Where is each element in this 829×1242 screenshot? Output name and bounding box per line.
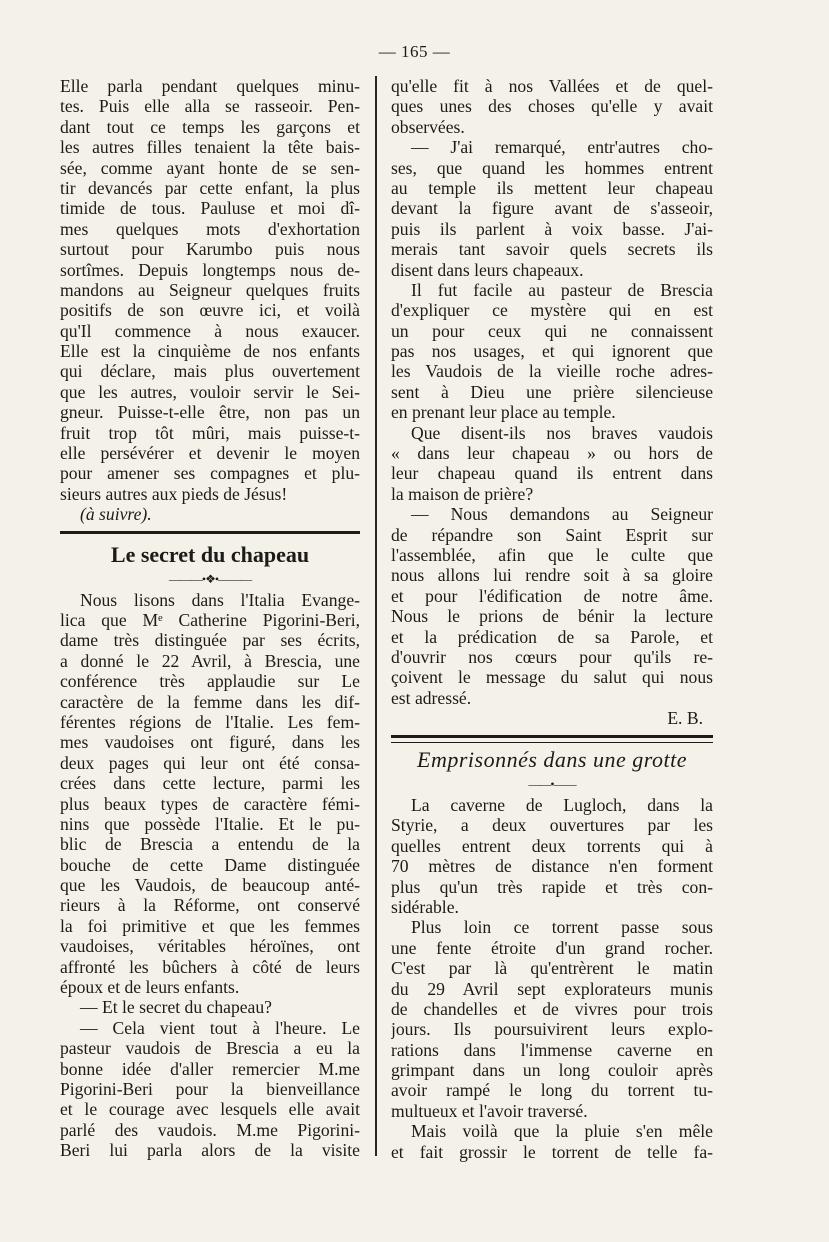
text-line: positifs de son œuvre ici, et voilà [60,300,360,321]
text-line: rations dans l'immense caverne en [391,1039,713,1060]
ornament: ———•❖•——— [168,571,252,586]
paragraph [391,423,713,505]
text-line: jours. Ils poursuivirent leurs explo- [391,1019,713,1040]
text-line: timide de tous. Pauluse et moi dî- [60,198,360,219]
text-line: affronté les bûchers à côté de leurs [60,956,360,977]
text-line: en prenant leur place au temple. [391,402,616,423]
text-line: Styrie, a deux ouvertures par les [391,815,713,836]
text-line: devant la figure avant de s'asseoir, [391,198,713,219]
text-line: que les Vaudois, de beaucoup anté- [60,875,360,896]
text-line: multueux et l'avoir traversé. [391,1100,588,1121]
text-line: deux pages qui leur ont été consa- [60,752,360,773]
text-line: caractère de la femme dans les dif- [60,691,360,712]
text-line: Plus loin ce torrent passe sous [411,917,713,938]
text-line: ses, que quand les hommes entrent [391,157,713,178]
text-line: blic de Brescia a entendu de la [60,834,360,855]
text-line: « dans leur chapeau » ou hors de [391,443,713,464]
text-line: au temple ils mettent leur chapeau [391,177,713,198]
text-line: Nous le prions de bénir la lecture [391,606,713,627]
text-line: plus qu'un très rapide et très con- [391,876,713,897]
text-line: pas nos usages, et qui ignorent que [391,341,713,362]
text-line: sortîmes. Depuis longtemps nous de- [60,259,360,280]
text-line: les Vaudois de la vieille roche adres- [391,361,713,382]
text-line: gneur. Puisse-t-elle être, non pas un [60,402,360,423]
text-line: Beri lui parla alors de la visite [60,1140,360,1161]
text-line: de répandre son Saint Esprit sur [391,524,713,545]
text-line: Nous lisons dans l'Italia Evange- [80,589,360,610]
column-divider [375,76,377,1156]
text-line: dame très distinguée par ses écrits, [60,630,360,651]
text-line: sidérable. [391,896,459,917]
text-line: nins que possède l'Italie. Et le pu- [60,813,360,834]
text-line: Pigorini-Beri pour la bienveillance [60,1078,360,1099]
text-line: d'expliquer ce mystère qui en est [391,300,713,321]
text-line: est adressé. [391,687,472,708]
text-line: mandons au Seigneur quelques fruits [60,279,360,300]
to-follow-note: (à suivre). [80,504,152,525]
text-line: un pour ceux qui ne connaissent [391,320,713,341]
text-line: d'ouvrir nos cœurs pour qu'ils re- [391,646,713,667]
text-line: merais tant savoir quels secrets ils [391,239,713,260]
text-line: fruit trop tôt mûri, mais puisse-t- [60,422,360,443]
paragraph [391,504,713,708]
text-line: La caverne de Lugloch, dans la [411,795,713,815]
text-line: la foi primitive et que les femmes [60,915,360,936]
text-line: Elle est la cinquième de nos enfants [60,341,360,362]
text-line: nous allons lui rendre soit à sa gloire [391,565,713,586]
text-line: elle persévérer et devenir le moyen [60,443,360,464]
article-heading: Le secret du chapeau [110,541,310,567]
text-line: de chandelles et de vivres pour trois [391,998,713,1019]
text-line: l'assemblée, afin que le culte que [391,544,713,565]
text-line: — Cela vient tout à l'heure. Le [80,1017,360,1038]
page-number: — 165 — [378,42,451,61]
paragraph [391,917,713,1121]
text-line: qu'elle fit à nos Vallées et de quel- [391,76,713,96]
text-line: — Nous demandons au Seigneur [411,504,713,525]
dialog-line: — Et le secret du chapeau? [80,997,272,1018]
text-line: Que disent-ils nos braves vaudois [411,422,713,443]
text-line: Mais voilà que la pluie s'en mêle [411,1121,713,1142]
text-line: qu'Il commence à nous exaucer. [60,320,360,341]
text-line: puis ils parlent à voix basse. J'ai- [391,218,713,239]
text-line: dant tout ce temps les garçons et [60,116,360,137]
paragraph [391,137,713,280]
paragraph [391,76,713,137]
article-heading: Emprisonnés dans une grotte [417,747,687,772]
text-line: surtout pour Karumbo puis nous [60,239,360,260]
text-line: sieurs autres aux pieds de Jésus! [60,483,288,504]
text-line: tir devancés par cette enfant, la plus [60,177,360,198]
text-line: férentes régions de l'Italie. Les fem- [60,711,360,732]
text-line: observées. [391,116,465,137]
text-line: çoivent le message du salut qui nous [391,667,713,688]
text-line: a donné le 22 Avril, à Brescia, une [60,650,360,671]
text-line: Il fut facile au pasteur de Brescia [411,279,713,300]
text-line: parlé des vaudois. M.me Pigorini- [60,1119,360,1140]
text-line: sée, comme ayant honte de se sen- [60,157,360,178]
text-line: C'est par là qu'entrèrent le matin [391,958,713,979]
paragraph [391,795,713,917]
text-line: bonne idée d'aller remercier M.me [60,1058,360,1079]
paragraph [391,1121,713,1162]
text-line: plus beaux types de caractère fémi- [60,793,360,814]
left-column [60,76,360,1161]
text-line: pour amener ses compagnes et plu- [60,463,360,484]
text-line: du 29 Avril sept explorateurs munis [391,978,713,999]
right-column [391,76,713,1162]
text-line: et le courage avec lesquels elle avait [60,1099,360,1120]
section-rule [391,735,713,738]
text-line: ques unes des choses qu'elle y avait [391,96,713,117]
section-rule [60,531,360,534]
text-line: et pour l'édification de notre âme. [391,585,713,606]
text-line: mes vaudoises ont figuré, dans les [60,732,360,753]
text-line: que les autres, vouloir servir le Sei- [60,381,360,402]
text-line: la maison de prière? [391,483,534,504]
ornament: ——•—— [528,777,576,791]
paragraph [60,76,360,504]
text-line: grimpant dans un long couloir après [391,1060,713,1081]
text-line: — J'ai remarqué, entr'autres cho- [411,137,713,158]
paragraph [60,590,360,998]
text-line: une fente étroite d'un grand rocher. [391,937,713,958]
text-line: quelles entrent deux torrents qui à [391,835,713,856]
text-line: les autres filles tenaient la tête bais- [60,137,360,158]
text-line: mes quelques mots d'exhortation [60,218,360,239]
author-signature: E. B. [667,708,703,729]
text-line: lica que Mᵉ Catherine Pigorini-Beri, [60,609,360,630]
text-line: et la prédication de sa Parole, et [391,626,713,647]
text-line: époux et de leurs enfants. [60,977,240,998]
text-line: qui déclare, mais plus ouvertement [60,361,360,382]
text-line: crées dans cette lecture, parmi les [60,773,360,794]
text-line: avoir rampé le long du torrent tu- [391,1080,713,1101]
text-line: Elle parla pendant quelques minu- [60,76,360,96]
text-line: conférence très applaudie sur Le [60,671,360,692]
paragraph [60,1018,360,1161]
text-line: rieurs à la Réforme, ont conservé [60,895,360,916]
text-line: et fait grossir le torrent de telle fa- [391,1141,713,1162]
paragraph [391,280,713,423]
text-line: pasteur vaudois de Brescia a eu la [60,1038,360,1059]
text-line: 70 mètres de distance n'en forment [391,856,713,877]
text-line: sent à Dieu une prière silencieuse [391,381,713,402]
text-line: bouche de cette Dame distinguée [60,854,360,875]
text-line: tes. Puis elle alla se rasseoir. Pen- [60,96,360,117]
text-line: vaudoises, véritables héroïnes, ont [60,936,360,957]
text-line: disent dans leurs chapeaux. [391,259,584,280]
text-line: leur chapeau quand ils entrent dans [391,463,713,484]
